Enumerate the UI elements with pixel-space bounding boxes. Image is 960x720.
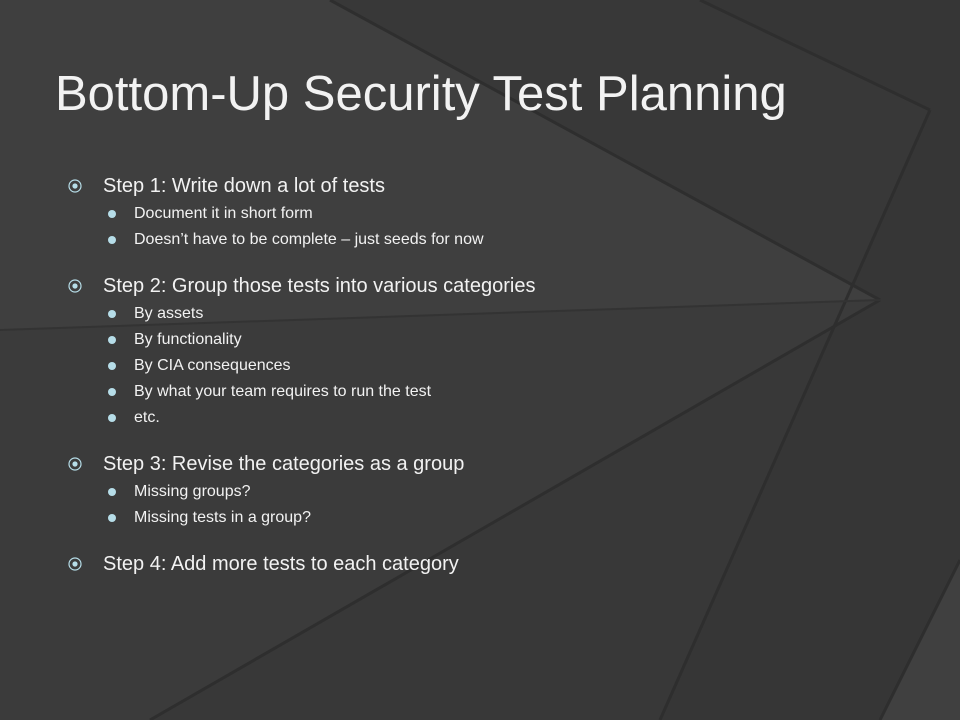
slide-title: Bottom-Up Security Test Planning: [55, 67, 787, 121]
dot-bullet-icon: [108, 414, 116, 422]
step-line: [68, 171, 928, 201]
step-line: [68, 449, 928, 479]
list-item-text: By functionality: [134, 331, 242, 348]
list-item: [68, 353, 928, 379]
circled-dot-icon: [68, 279, 82, 293]
sub-bullet-list: [68, 479, 928, 531]
dot-bullet-icon: [108, 388, 116, 396]
circled-dot-icon: [68, 557, 82, 571]
step-3: [68, 449, 928, 531]
list-item-text: Document it in short form: [134, 205, 313, 222]
list-item: [68, 227, 928, 253]
step-line: [68, 549, 928, 579]
list-item: [68, 201, 928, 227]
step-4: [68, 549, 928, 579]
list-item: [68, 479, 928, 505]
sub-bullet-list: [68, 301, 928, 431]
step-line: [68, 271, 928, 301]
sub-bullet-list: [68, 201, 928, 253]
list-item-text: By assets: [134, 305, 204, 322]
list-item-text: etc.: [134, 409, 160, 426]
list-item: [68, 379, 928, 405]
step-text: Step 2: Group those tests into various categories: [103, 275, 536, 297]
step-1: [68, 171, 928, 253]
list-item-text: Missing tests in a group?: [134, 509, 311, 526]
dot-bullet-icon: [108, 210, 116, 218]
bullet-content: [68, 171, 928, 579]
circled-dot-icon: [68, 179, 82, 193]
dot-bullet-icon: [108, 236, 116, 244]
dot-bullet-icon: [108, 310, 116, 318]
step-text: Step 1: Write down a lot of tests: [103, 175, 385, 197]
list-item-text: Doesn’t have to be complete – just seeds for now: [134, 231, 484, 248]
dot-bullet-icon: [108, 362, 116, 370]
list-item: [68, 505, 928, 531]
list-item-text: By CIA consequences: [134, 357, 291, 374]
step-2: [68, 271, 928, 431]
list-item-text: By what your team requires to run the test: [134, 383, 432, 400]
list-item: [68, 301, 928, 327]
step-text: Step 3: Revise the categories as a group: [103, 453, 465, 475]
dot-bullet-icon: [108, 514, 116, 522]
dot-bullet-icon: [108, 336, 116, 344]
list-item: [68, 405, 928, 431]
circled-dot-icon: [68, 457, 82, 471]
dot-bullet-icon: [108, 488, 116, 496]
step-text: Step 4: Add more tests to each category: [103, 553, 459, 575]
list-item-text: Missing groups?: [134, 483, 251, 500]
list-item: [68, 327, 928, 353]
